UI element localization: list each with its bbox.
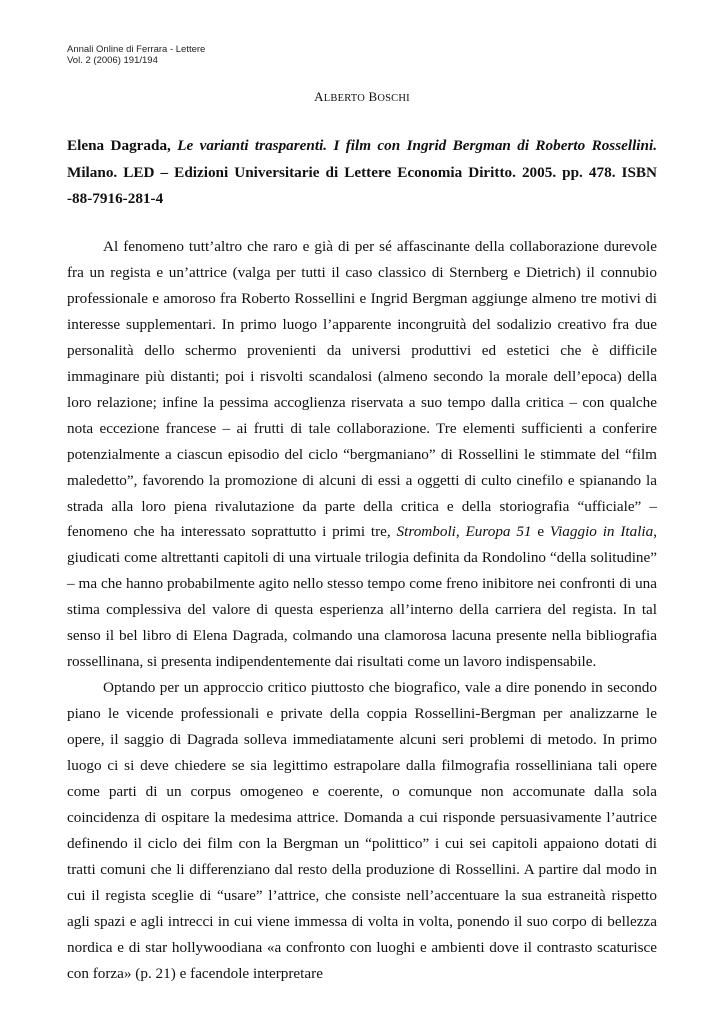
journal-header bbox=[67, 44, 205, 66]
author-last-rest: OSCHI bbox=[377, 93, 410, 104]
paragraph-2: Optando per un approccio critico piuttosto che biografico, vale a dire ponendo in secondo piano le vicende professionali e private della coppia Rossellini-Bergman per analizzarne le opere, il saggio di Dagrada solleva immediatamente alcuni seri problemi di metodo. In primo luogo ci si deve chiedere se sia legittimo estrapolare dalla filmografia rosselliniana tali opere come parti di un corpus omogeneo e coerente, o comunque non accomunate dalla sola coincidenza di ospitare la medesima attrice. Domanda a cui risponde persuasivamente l’autrice definendo il ciclo dei film con la Bergman un “polittico” i cui sei capitoli appaiono dotati di tratti comuni che li differenziano dal resto della produzione di Rossellini. A partire dal modo in cui il regista sceglie di “usare” l’attrice, che consiste nell’accentuare la sua estraneità rispetto agli spazi e agli intrecci in cui viene immessa di volta in volta, ponendo il suo corpo di bellezza nordica e di star hollywoodiana «a confronto con luoghi e ambienti dove il contrasto scaturisce con forza» (p. 21) e facendole interpretare bbox=[67, 679, 657, 982]
film-title-stromboli: Stromboli bbox=[396, 523, 456, 541]
paragraph-1-text-a: Al fenomeno tutt’altro che raro e già di per sé affascinante della collaborazione durevole fra un regista e un’attrice (valga per tutti il caso classico di Sternberg e Dietrich) il connubio professionale e amoroso fra Roberto Rossellini e Ingrid Bergman aggiunge almeno tre motivi di interesse supplementari. In primo luogo l’apparente incongruità del sodalizio creativo fra due personalità dello schermo provenienti da universi produttivi ed estetici che è difficile immaginare più distanti; poi i risvolti scandalosi (almeno secondo la morale dell’epoca) della loro relazione; infine la pessima accoglienza riservata a suo tempo dalla critica – con qualche nota eccezione francese – ai frutti di tale collaborazione. Tre elementi sufficienti a conferire potenzialmente a ciascun episodio del ciclo “bergmaniano” di Rossellini le stimmate del “film maledetto”, favorendo la promozione di alcuni di essi a oggetti di culto cinefilo e spianando la strada alla loro piena rivalutazione da parte della critica e della storiografia “ufficiale” – fenomeno che ha interessato soprattutto i primi tre, bbox=[67, 238, 657, 541]
film-title-europa-51: Europa 51 bbox=[465, 523, 532, 541]
separator-1: , bbox=[455, 523, 460, 541]
separator-2: e bbox=[531, 523, 545, 541]
citation-author: Elena Dagrada, bbox=[67, 137, 171, 154]
journal-volume: Vol. 2 (2006) 191/194 bbox=[67, 55, 158, 66]
citation-title: Le varianti trasparenti. I film con Ingrid Bergman di Roberto Rossellini. bbox=[177, 137, 657, 154]
film-title-viaggio-in-italia: Viaggio in Italia bbox=[549, 523, 654, 541]
review-body bbox=[67, 234, 657, 987]
author-last-initial: B bbox=[368, 89, 378, 104]
author-first-rest: LBERTO bbox=[323, 93, 365, 104]
paragraph-1-text-b: , giudicati come altrettanti capitoli di una virtuale trilogia definita da Rondolino “della solitudine” – ma che hanno probabilmente agito nello stesso tempo come freno inibitore nei confronti di una stima complessiva del valore di questa esperienza all’interno della carriera del regista. In tal senso il bel libro di Elena Dagrada, colmando una clamorosa lacuna presente nella bibliografia rossellinana, si presenta indipendentemente dai risultati come un lavoro indispensabile. bbox=[67, 523, 658, 671]
citation-publisher: Milano. LED – Edizioni Universitarie di Lettere Economia Diritto. 2005. pp. 478. ISBN -88-7916-281-4 bbox=[67, 163, 657, 207]
journal-name: Annali Online di Ferrara - Lettere bbox=[67, 44, 206, 55]
review-author bbox=[0, 89, 724, 105]
paragraph-1 bbox=[67, 234, 657, 675]
author-first-initial: A bbox=[314, 89, 324, 104]
book-citation bbox=[67, 133, 657, 213]
